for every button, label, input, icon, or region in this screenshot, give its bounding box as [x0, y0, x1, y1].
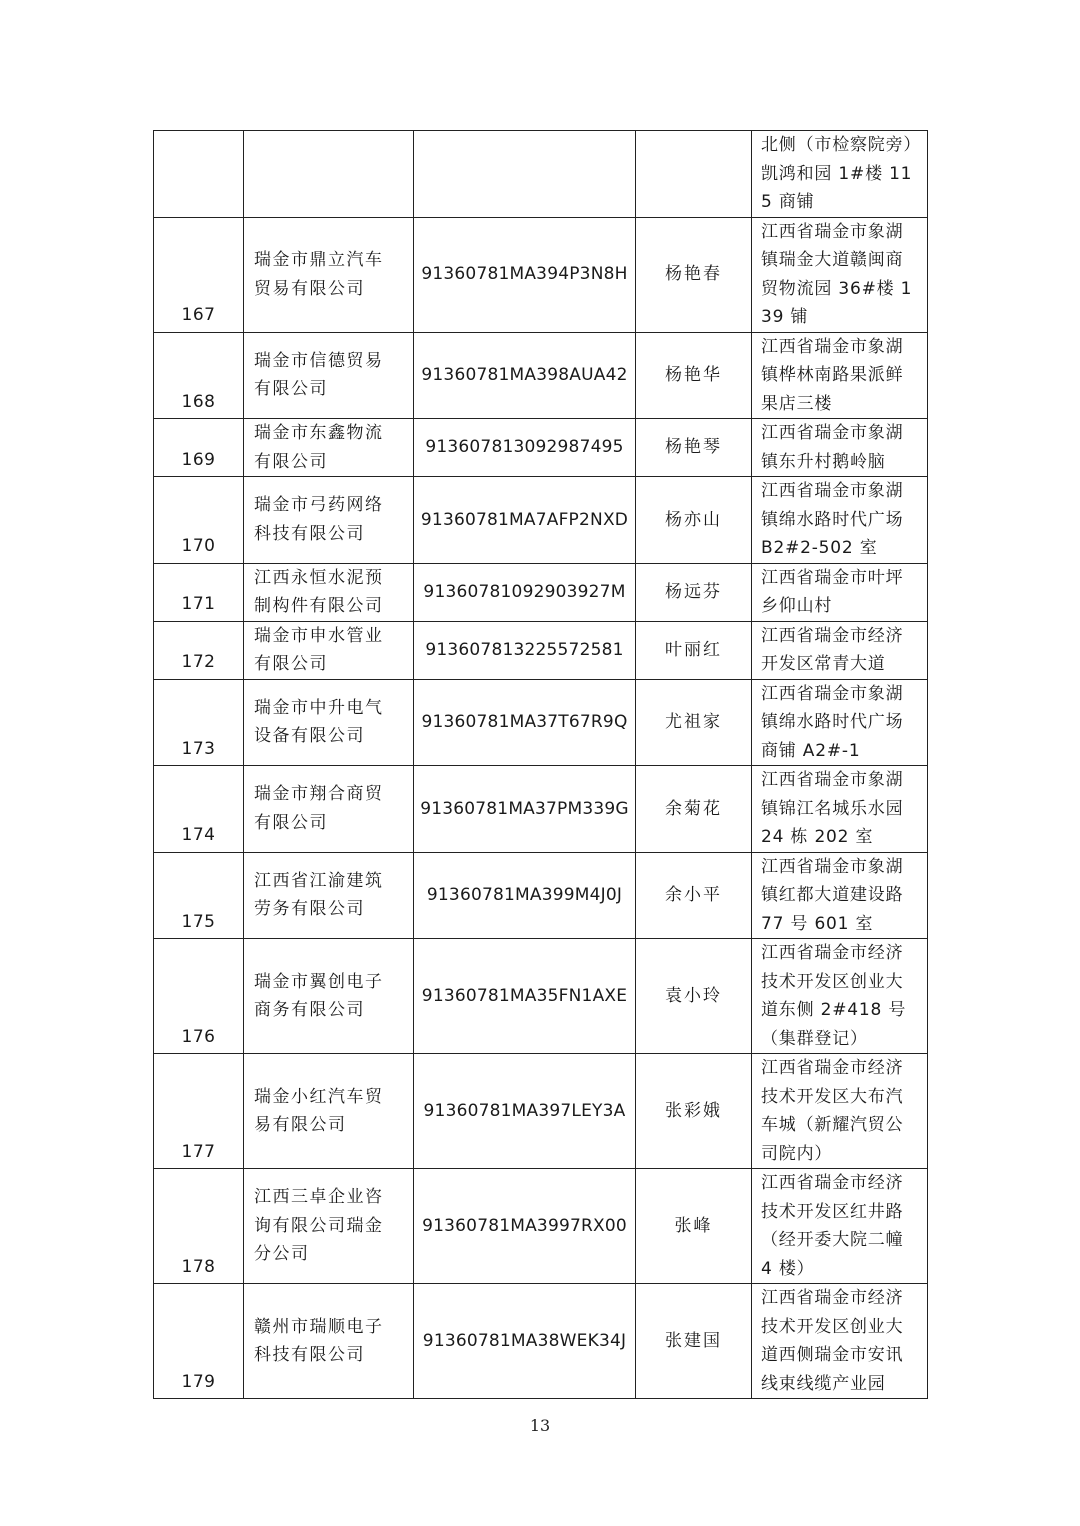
table-row [154, 217, 928, 332]
row-number: 172 [154, 621, 244, 679]
legal-representative: 杨艳春 [636, 217, 752, 332]
company-name: 江西三卓企业咨询有限公司瑞金分公司 [244, 1169, 414, 1284]
company-address: 北侧（市检察院旁）凯鸿和园 1#楼 115 商铺 [752, 131, 928, 218]
company-name [244, 131, 414, 218]
legal-representative: 叶丽红 [636, 621, 752, 679]
row-number: 167 [154, 217, 244, 332]
company-address: 江西省瑞金市经济技术开发区红井路（经开委大院二幢 4 楼） [752, 1169, 928, 1284]
table-row [154, 679, 928, 766]
table-row [154, 939, 928, 1054]
table-row [154, 332, 928, 419]
credit-code: 913607813225572581 [414, 621, 636, 679]
legal-representative: 杨艳琴 [636, 419, 752, 477]
legal-representative [636, 131, 752, 218]
credit-code: 91360781MA35FN1AXE [414, 939, 636, 1054]
company-address: 江西省瑞金市经济技术开发区大布汽车城（新耀汽贸公司院内） [752, 1054, 928, 1169]
company-name: 江西省江渝建筑劳务有限公司 [244, 852, 414, 939]
company-address: 江西省瑞金市象湖镇桦林南路果派鲜果店三楼 [752, 332, 928, 419]
company-name: 瑞金市申水管业有限公司 [244, 621, 414, 679]
row-number: 168 [154, 332, 244, 419]
legal-representative: 张峰 [636, 1169, 752, 1284]
credit-code: 91360781092903927M [414, 563, 636, 621]
credit-code: 913607813092987495 [414, 419, 636, 477]
table-row [154, 852, 928, 939]
row-number: 170 [154, 477, 244, 564]
table-row [154, 621, 928, 679]
row-number: 174 [154, 766, 244, 853]
credit-code: 91360781MA38WEK34J [414, 1284, 636, 1399]
company-address: 江西省瑞金市象湖镇锦江名城乐水园 24 栋 202 室 [752, 766, 928, 853]
company-name: 瑞金市中升电气设备有限公司 [244, 679, 414, 766]
table-row [154, 1169, 928, 1284]
company-address: 江西省瑞金市经济技术开发区创业大道东侧 2#418 号（集群登记） [752, 939, 928, 1054]
table-row [154, 477, 928, 564]
row-number: 177 [154, 1054, 244, 1169]
legal-representative: 张建国 [636, 1284, 752, 1399]
company-address: 江西省瑞金市象湖镇瑞金大道赣闽商贸物流园 36#楼 139 铺 [752, 217, 928, 332]
company-address: 江西省瑞金市叶坪乡仰山村 [752, 563, 928, 621]
row-number: 175 [154, 852, 244, 939]
credit-code [414, 131, 636, 218]
table-row [154, 563, 928, 621]
legal-representative: 杨艳华 [636, 332, 752, 419]
company-name: 瑞金市翼创电子商务有限公司 [244, 939, 414, 1054]
credit-code: 91360781MA398AUA42 [414, 332, 636, 419]
company-name: 瑞金市弓药网络科技有限公司 [244, 477, 414, 564]
company-address: 江西省瑞金市象湖镇红都大道建设路 77 号 601 室 [752, 852, 928, 939]
company-address: 江西省瑞金市象湖镇绵水路时代广场 B2#2-502 室 [752, 477, 928, 564]
company-name: 瑞金小红汽车贸易有限公司 [244, 1054, 414, 1169]
legal-representative: 尤祖家 [636, 679, 752, 766]
row-number: 179 [154, 1284, 244, 1399]
row-number [154, 131, 244, 218]
company-name: 瑞金市东鑫物流有限公司 [244, 419, 414, 477]
row-number: 178 [154, 1169, 244, 1284]
company-name: 江西永恒水泥预制构件有限公司 [244, 563, 414, 621]
credit-code: 91360781MA37T67R9Q [414, 679, 636, 766]
table-row [154, 131, 928, 218]
legal-representative: 余小平 [636, 852, 752, 939]
legal-representative: 杨亦山 [636, 477, 752, 564]
credit-code: 91360781MA399M4J0J [414, 852, 636, 939]
company-name: 赣州市瑞顺电子科技有限公司 [244, 1284, 414, 1399]
table-row [154, 1284, 928, 1399]
page-number: 13 [529, 1416, 551, 1435]
company-address: 江西省瑞金市经济开发区常青大道 [752, 621, 928, 679]
row-number: 171 [154, 563, 244, 621]
credit-code: 91360781MA3997RX00 [414, 1169, 636, 1284]
row-number: 176 [154, 939, 244, 1054]
company-name: 瑞金市鼎立汽车贸易有限公司 [244, 217, 414, 332]
legal-representative: 杨远芬 [636, 563, 752, 621]
table-row [154, 766, 928, 853]
credit-code: 91360781MA397LEY3A [414, 1054, 636, 1169]
table-row [154, 419, 928, 477]
company-name: 瑞金市信德贸易有限公司 [244, 332, 414, 419]
legal-representative: 张彩娥 [636, 1054, 752, 1169]
legal-representative: 袁小玲 [636, 939, 752, 1054]
table-row [154, 1054, 928, 1169]
credit-code: 91360781MA394P3N8H [414, 217, 636, 332]
credit-code: 91360781MA7AFP2NXD [414, 477, 636, 564]
company-address: 江西省瑞金市象湖镇东升村鹅岭脑 [752, 419, 928, 477]
company-name: 瑞金市翔合商贸有限公司 [244, 766, 414, 853]
company-address: 江西省瑞金市象湖镇绵水路时代广场商铺 A2#-1 [752, 679, 928, 766]
row-number: 169 [154, 419, 244, 477]
company-registry-table [153, 130, 928, 1399]
credit-code: 91360781MA37PM339G [414, 766, 636, 853]
legal-representative: 余菊花 [636, 766, 752, 853]
company-address: 江西省瑞金市经济技术开发区创业大道西侧瑞金市安讯线束线缆产业园 [752, 1284, 928, 1399]
row-number: 173 [154, 679, 244, 766]
